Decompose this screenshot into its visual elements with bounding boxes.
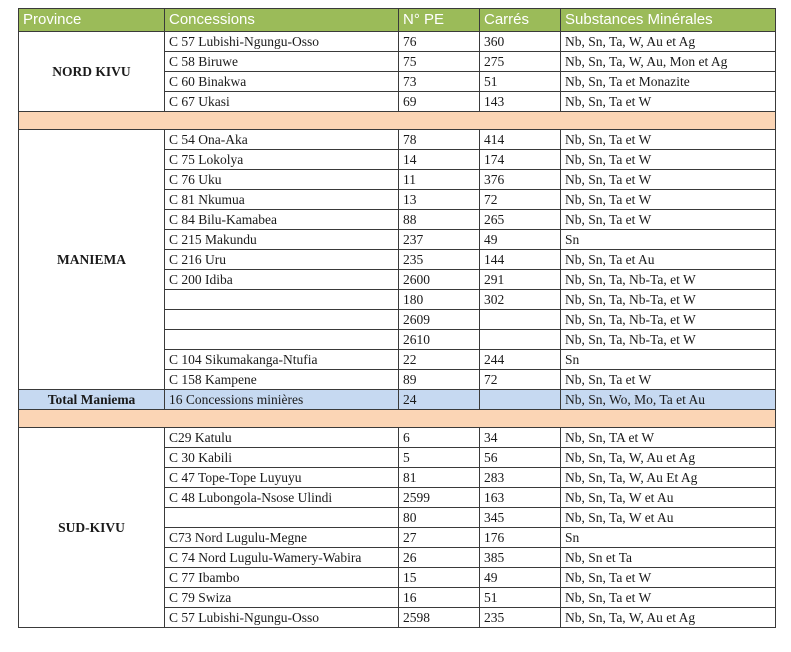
concession-cell: C 74 Nord Lugulu-Wamery-Wabira — [165, 548, 399, 568]
numero-pe-cell: 16 — [399, 588, 480, 608]
numero-pe-cell: 6 — [399, 428, 480, 448]
concession-cell: C 77 Ibambo — [165, 568, 399, 588]
numero-pe-cell: 80 — [399, 508, 480, 528]
substances-cell: Nb, Sn, Ta et W — [561, 130, 776, 150]
carres-cell: 414 — [480, 130, 561, 150]
substances-cell: Nb, Sn, Ta et Monazite — [561, 72, 776, 92]
concession-cell: C 158 Kampene — [165, 370, 399, 390]
substances-cell: Nb, Sn, Ta et W — [561, 190, 776, 210]
carres-cell: 51 — [480, 72, 561, 92]
substances-cell: Nb, Sn, Ta, W, Au Et Ag — [561, 468, 776, 488]
numero-pe-cell: 26 — [399, 548, 480, 568]
substances-cell: Nb, Sn, Ta et W — [561, 150, 776, 170]
numero-pe-cell: 89 — [399, 370, 480, 390]
concession-cell: C 75 Lokolya — [165, 150, 399, 170]
numero-pe-cell: 75 — [399, 52, 480, 72]
substances-cell: Sn — [561, 230, 776, 250]
numero-pe-cell: 235 — [399, 250, 480, 270]
table-row — [19, 428, 776, 448]
total-concessions: 16 Concessions minières — [165, 390, 399, 410]
numero-pe-cell: 81 — [399, 468, 480, 488]
numero-pe-cell: 76 — [399, 32, 480, 52]
substances-cell: Nb, Sn, Ta, W, Au et Ag — [561, 608, 776, 628]
carres-cell: 49 — [480, 230, 561, 250]
carres-cell: 265 — [480, 210, 561, 230]
numero-pe-cell: 11 — [399, 170, 480, 190]
substances-cell: Nb, Sn, Ta, W, Au et Ag — [561, 32, 776, 52]
total-numero-pe: 24 — [399, 390, 480, 410]
carres-cell: 143 — [480, 92, 561, 112]
numero-pe-cell: 180 — [399, 290, 480, 310]
substances-cell: Nb, Sn, Ta et W — [561, 568, 776, 588]
concession-cell: C 60 Binakwa — [165, 72, 399, 92]
substances-cell: Nb, Sn, Ta, W et Au — [561, 488, 776, 508]
carres-cell: 385 — [480, 548, 561, 568]
carres-cell: 34 — [480, 428, 561, 448]
substances-cell: Nb, Sn, TA et W — [561, 428, 776, 448]
numero-pe-cell: 2599 — [399, 488, 480, 508]
concession-cell: C 216 Uru — [165, 250, 399, 270]
substances-cell: Nb, Sn, Ta, W, Au, Mon et Ag — [561, 52, 776, 72]
concession-cell — [165, 330, 399, 350]
carres-cell: 302 — [480, 290, 561, 310]
header-province: Province — [19, 9, 165, 32]
substances-cell: Nb, Sn et Ta — [561, 548, 776, 568]
carres-cell: 72 — [480, 190, 561, 210]
separator-cell — [19, 112, 776, 130]
header-row — [19, 9, 776, 32]
carres-cell: 275 — [480, 52, 561, 72]
header-substances: Substances Minérales — [561, 9, 776, 32]
substances-cell: Nb, Sn, Ta et W — [561, 170, 776, 190]
concession-cell: C 58 Biruwe — [165, 52, 399, 72]
carres-cell: 376 — [480, 170, 561, 190]
substances-cell: Nb, Sn, Ta, Nb-Ta, et W — [561, 270, 776, 290]
carres-cell: 235 — [480, 608, 561, 628]
substances-cell: Sn — [561, 350, 776, 370]
substances-cell: Sn — [561, 528, 776, 548]
separator-cell — [19, 410, 776, 428]
table-row — [19, 32, 776, 52]
substances-cell: Nb, Sn, Ta et W — [561, 210, 776, 230]
province-nord-kivu: NORD KIVU — [19, 32, 165, 112]
substances-cell: Nb, Sn, Ta, Nb-Ta, et W — [561, 330, 776, 350]
total-substances: Nb, Sn, Wo, Mo, Ta et Au — [561, 390, 776, 410]
concession-cell: C 104 Sikumakanga-Ntufia — [165, 350, 399, 370]
province-maniema: MANIEMA — [19, 130, 165, 390]
substances-cell: Nb, Sn, Ta, W, Au et Ag — [561, 448, 776, 468]
carres-cell — [480, 310, 561, 330]
concession-cell — [165, 290, 399, 310]
concession-cell — [165, 508, 399, 528]
concession-cell: C 30 Kabili — [165, 448, 399, 468]
header-concessions: Concessions — [165, 9, 399, 32]
substances-cell: Nb, Sn, Ta et W — [561, 588, 776, 608]
total-row — [19, 390, 776, 410]
substances-cell: Nb, Sn, Ta, W et Au — [561, 508, 776, 528]
carres-cell: 244 — [480, 350, 561, 370]
substances-cell: Nb, Sn, Ta, Nb-Ta, et W — [561, 310, 776, 330]
carres-cell: 174 — [480, 150, 561, 170]
numero-pe-cell: 27 — [399, 528, 480, 548]
concession-cell: C 54 Ona-Aka — [165, 130, 399, 150]
carres-cell — [480, 330, 561, 350]
concession-cell: C 76 Uku — [165, 170, 399, 190]
numero-pe-cell: 88 — [399, 210, 480, 230]
carres-cell: 72 — [480, 370, 561, 390]
substances-cell: Nb, Sn, Ta et W — [561, 370, 776, 390]
table-body — [19, 32, 776, 628]
numero-pe-cell: 2609 — [399, 310, 480, 330]
numero-pe-cell: 22 — [399, 350, 480, 370]
table-row — [19, 130, 776, 150]
concession-cell: C 79 Swiza — [165, 588, 399, 608]
total-carres — [480, 390, 561, 410]
concessions-table — [18, 8, 776, 628]
separator-row — [19, 112, 776, 130]
carres-cell: 49 — [480, 568, 561, 588]
substances-cell: Nb, Sn, Ta, Nb-Ta, et W — [561, 290, 776, 310]
substances-cell: Nb, Sn, Ta et Au — [561, 250, 776, 270]
concession-cell: C 200 Idiba — [165, 270, 399, 290]
total-label: Total Maniema — [19, 390, 165, 410]
carres-cell: 345 — [480, 508, 561, 528]
province-sud-kivu: SUD-KIVU — [19, 428, 165, 628]
numero-pe-cell: 2598 — [399, 608, 480, 628]
carres-cell: 360 — [480, 32, 561, 52]
substances-cell: Nb, Sn, Ta et W — [561, 92, 776, 112]
concessions-table-container — [18, 8, 776, 628]
concession-cell: C 81 Nkumua — [165, 190, 399, 210]
carres-cell: 56 — [480, 448, 561, 468]
numero-pe-cell: 237 — [399, 230, 480, 250]
numero-pe-cell: 2600 — [399, 270, 480, 290]
carres-cell: 176 — [480, 528, 561, 548]
carres-cell: 163 — [480, 488, 561, 508]
numero-pe-cell: 73 — [399, 72, 480, 92]
numero-pe-cell: 14 — [399, 150, 480, 170]
carres-cell: 144 — [480, 250, 561, 270]
concession-cell: C 84 Bilu-Kamabea — [165, 210, 399, 230]
header-carres: Carrés — [480, 9, 561, 32]
carres-cell: 291 — [480, 270, 561, 290]
concession-cell: C 57 Lubishi-Ngungu-Osso — [165, 32, 399, 52]
carres-cell: 283 — [480, 468, 561, 488]
concession-cell: C29 Katulu — [165, 428, 399, 448]
carres-cell: 51 — [480, 588, 561, 608]
concession-cell: C 215 Makundu — [165, 230, 399, 250]
concession-cell: C 57 Lubishi-Ngungu-Osso — [165, 608, 399, 628]
numero-pe-cell: 15 — [399, 568, 480, 588]
numero-pe-cell: 2610 — [399, 330, 480, 350]
concession-cell: C 48 Lubongola-Nsose Ulindi — [165, 488, 399, 508]
separator-row — [19, 410, 776, 428]
concession-cell: C 47 Tope-Tope Luyuyu — [165, 468, 399, 488]
numero-pe-cell: 69 — [399, 92, 480, 112]
numero-pe-cell: 5 — [399, 448, 480, 468]
numero-pe-cell: 13 — [399, 190, 480, 210]
concession-cell — [165, 310, 399, 330]
concession-cell: C73 Nord Lugulu-Megne — [165, 528, 399, 548]
header-numero-pe: N° PE — [399, 9, 480, 32]
numero-pe-cell: 78 — [399, 130, 480, 150]
concession-cell: C 67 Ukasi — [165, 92, 399, 112]
